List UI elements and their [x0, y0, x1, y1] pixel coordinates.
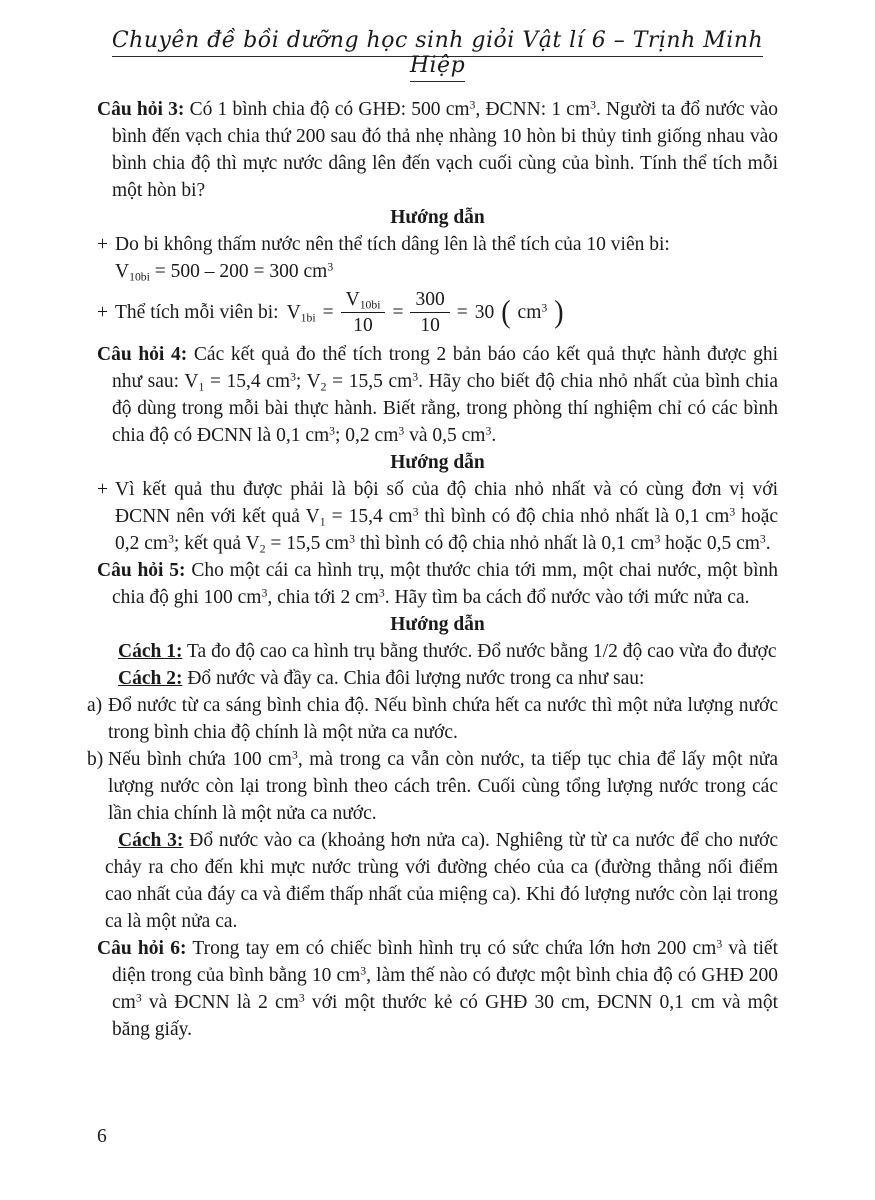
plus-bullet-marker: +	[97, 234, 108, 255]
method-1-text: Ta đo độ cao ca hình trụ bằng thước. Đổ nước bằng 1/2 độ cao vừa đo được	[186, 641, 777, 662]
item-a-marker: a)	[87, 695, 103, 716]
item-b-text: Nếu bình chứa 100 $cm^3$, mà trong ca vẫn còn nước, ta tiếp tục chia để lấy một nửa lượng nước còn lại trong bình theo cách trên. Cuối cùng tổng lượng nước trong các lần chia chính là một nửa ca nước.	[108, 748, 778, 824]
method-3-paragraph	[97, 827, 778, 935]
question-4-text: Các kết quả đo thể tích trong 2 bản báo cáo kết quả thực hành được ghi như sau: $V_1 = 15,4$ $cm^3$; $V_2 = 15,5$ $cm^3$. Hãy cho biết độ chia nhỏ nhất của bình chia độ dùng trong mỗi bài thực hành. Biết rằng, trong phòng thí nghiệm chỉ có các bình chia độ có ĐCNN là 0,1 $cm^3$; 0,2 $cm^3$ và 0,5 $cm^3$.	[112, 344, 778, 446]
question-5-paragraph	[97, 557, 778, 611]
q3-solution-line-2-intro: Thể tích mỗi viên bi:	[115, 301, 279, 323]
question-4-label: Câu hỏi 4:	[97, 344, 188, 365]
fraction-1-denominator: 10	[341, 312, 386, 337]
q4-solution-bullet	[97, 476, 778, 557]
question-6-text: Trong tay em có chiếc bình hình trụ có sức chứa lớn hơn 200 $cm^3$ và tiết diện trong của bình bằng 10 $cm^3$, làm thế nào có được một bình chia độ có GHĐ 200 $cm^3$ và ĐCNN là 2 $cm^3$ với một thước kẻ có GHĐ 30 cm, ĐCNN 0,1 cm và một băng giấy.	[112, 937, 778, 1040]
plus-bullet-marker: +	[97, 479, 108, 500]
question-3-text: Có 1 bình chia độ có GHĐ: 500 $cm^3$, ĐCNN: 1 $cm^3$. Người ta đổ nước vào bình đến vạch chia thứ 200 sau đó thả nhẹ nhàng 10 hòn bi thủy tinh giống nhau vào bình chia độ thì mực nước dâng lên đến vạch cuối cùng của bình. Tính thể tích mỗi một hòn bi?	[112, 98, 779, 201]
page-header	[97, 28, 778, 78]
equals-sign: =	[456, 301, 468, 323]
item-a-text: Đổ nước từ ca sáng bình chia độ. Nếu bình chứa hết ca nước thì một nửa lượng nước trong bình chia độ chính là một nửa ca nước.	[108, 695, 778, 743]
method-2-text: Đổ nước và đầy ca. Chia đôi lượng nước trong ca như sau:	[187, 668, 645, 689]
q3-solution-line-1: Do bi không thấm nước nên thể tích dâng lên là thể tích của 10 viên bi:	[115, 234, 670, 255]
question-3-paragraph	[97, 96, 778, 204]
question-5-label: Câu hỏi 5:	[97, 560, 186, 581]
list-item-b	[87, 746, 778, 827]
formula-unit: $cm^3$	[517, 301, 548, 323]
fraction-2-denominator: 10	[410, 312, 449, 337]
q3-solution-formula-1: $V_{10bi} = 500 - 200 = 300$ $cm^3$	[115, 260, 334, 284]
formula-lhs: $V_{1bi}$	[286, 301, 316, 324]
open-paren: (	[501, 294, 511, 330]
fraction-2-numerator: 300	[415, 289, 445, 310]
fraction-1-numerator: $V_{10bi}$	[345, 289, 381, 312]
equals-sign: =	[322, 301, 334, 323]
solution-heading-2: Hướng dẫn	[390, 452, 485, 473]
text-column	[87, 28, 779, 1043]
solution-heading-3: Hướng dẫn	[390, 614, 485, 635]
plus-bullet-marker: +	[97, 301, 108, 323]
equals-sign: =	[392, 301, 404, 323]
item-b-marker: b)	[87, 749, 104, 770]
fraction-1	[341, 288, 386, 337]
method-2-label: Cách 2:	[118, 668, 183, 689]
formula-result: 30	[474, 301, 495, 323]
page-number: 6	[97, 1126, 107, 1147]
question-4-paragraph	[97, 341, 778, 449]
q4-solution-text: Vì kết quả thu được phải là bội số của độ chia nhỏ nhất và có cùng đơn vị với ĐCNN nên với kết quả $V_1 = 15,4$ $cm^3$ thì bình có độ chia nhỏ nhất là 0,1 $cm^3$ hoặc 0,2 $cm^3$; kết quả $V_2 = 15,5$ $cm^3$ thì bình có độ chia nhỏ nhất là 0,1 $cm^3$ hoặc 0,5 $cm^3$.	[115, 479, 779, 556]
question-3-label: Câu hỏi 3:	[97, 99, 185, 120]
list-item-a	[87, 692, 778, 746]
method-1-label: Cách 1:	[118, 641, 183, 662]
close-paren: )	[554, 294, 564, 330]
q3-solution-bullet-2	[97, 288, 778, 337]
question-6-label: Câu hỏi 6:	[97, 938, 187, 959]
solution-heading-1: Hướng dẫn	[390, 207, 485, 228]
method-2-paragraph	[97, 665, 778, 692]
method-3-label: Cách 3:	[118, 830, 184, 851]
q3-volume-formula	[287, 288, 564, 337]
method-3-text: Đổ nước vào ca (khoảng hơn nửa ca). Nghiêng từ từ ca nước để cho nước chảy ra cho đến khi mực nước trùng với đường chéo của ca (đường thẳng nối điểm cao nhất của đáy ca và điểm thấp nhất của miệng ca). Khi đó lượng nước còn lại trong ca là một nửa ca.	[105, 830, 779, 932]
question-5-text: Cho một cái ca hình trụ, một thước chia tới mm, một chai nước, một bình chia độ ghi 100 $cm^3$, chia tới 2 $cm^3$. Hãy tìm ba cách đổ nước vào tới mức nửa ca.	[112, 560, 779, 608]
fraction-2	[410, 288, 449, 337]
header-title: Chuyên đề bồi dưỡng học sinh giỏi Vật lí 6 – Trịnh Minh Hiệp	[112, 28, 763, 82]
q3-solution-bullet-1	[97, 231, 778, 258]
method-1-paragraph	[97, 638, 778, 665]
question-6-paragraph	[97, 935, 778, 1043]
